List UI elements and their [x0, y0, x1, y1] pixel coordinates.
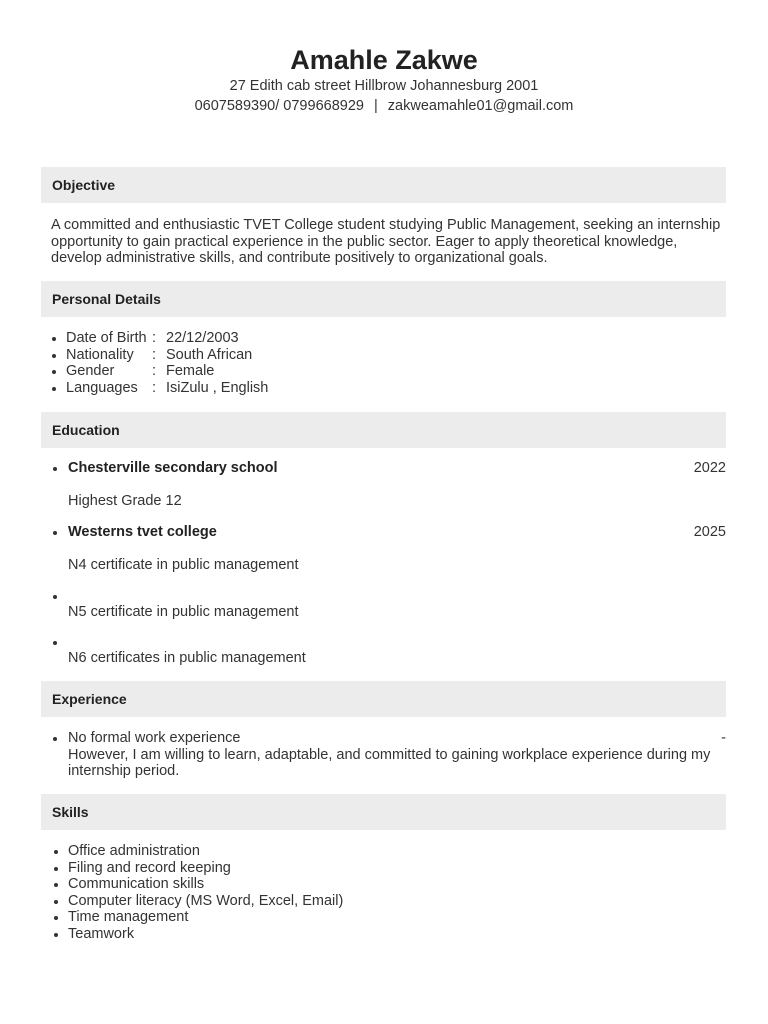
personal-details-list: [51, 330, 726, 396]
personal-detail-item: Gender : Female: [51, 363, 726, 380]
bullet: [53, 641, 57, 645]
personal-detail-item: Languages : IsiZulu , English: [51, 380, 726, 397]
section-heading-objective: Objective: [41, 167, 726, 203]
personal-detail-item: Nationality : South African: [51, 347, 726, 364]
section-heading-skills: Skills: [41, 794, 726, 830]
section-heading-education: Education: [41, 412, 726, 448]
section-heading-personal-details: Personal Details: [41, 281, 726, 317]
objective-text: A committed and enthusiastic TVET College student studying Public Management, seeking an internship opportunity to gain practical experience in the public sector. Eager to apply theoretical knowledge, develop administrative skills, and contribute positively to organizational goals.: [51, 217, 721, 266]
bullet: [53, 737, 57, 741]
experience-description: However, I am willing to learn, adaptable, and committed to gaining workplace experience during my internship period.: [68, 746, 711, 779]
education-year: 2022: [693, 460, 726, 476]
skill-item: Filing and record keeping: [53, 860, 728, 877]
skill-item: Teamwork: [53, 926, 728, 943]
personal-detail-item: Date of Birth : 22/12/2003: [51, 330, 726, 347]
education-detail: N4 certificate in public management: [68, 557, 299, 573]
bullet: [53, 531, 57, 535]
skill-item: Time management: [53, 909, 728, 926]
contact-separator: |: [373, 98, 378, 114]
bullet: [53, 467, 57, 471]
experience-date: -: [721, 730, 726, 746]
address: 27 Edith cab street Hillbrow Johannesburg 2001: [229, 78, 539, 94]
education-detail: N5 certificate in public management: [68, 604, 299, 620]
skill-item: Computer literacy (MS Word, Excel, Email): [53, 893, 728, 910]
experience-entry: [51, 730, 726, 780]
section-heading-experience: Experience: [41, 681, 726, 717]
phone-numbers: 0607589390/ 0799668929: [194, 98, 364, 114]
contact-line: [0, 96, 768, 116]
experience-title: No formal work experience: [68, 730, 241, 746]
education-detail: N6 certificates in public management: [68, 650, 306, 666]
school-name: Chesterville secondary school: [68, 460, 278, 476]
skill-item: Communication skills: [53, 876, 728, 893]
skills-list: [53, 843, 728, 942]
resume-header: [0, 0, 768, 116]
school-name: Westerns tvet college: [68, 524, 217, 540]
email: zakweamahle01@gmail.com: [387, 98, 574, 114]
bullet: [53, 595, 57, 599]
skill-item: Office administration: [53, 843, 728, 860]
candidate-name: Amahle Zakwe: [290, 45, 478, 75]
education-detail: Highest Grade 12: [68, 493, 182, 509]
education-year: 2025: [693, 524, 726, 540]
